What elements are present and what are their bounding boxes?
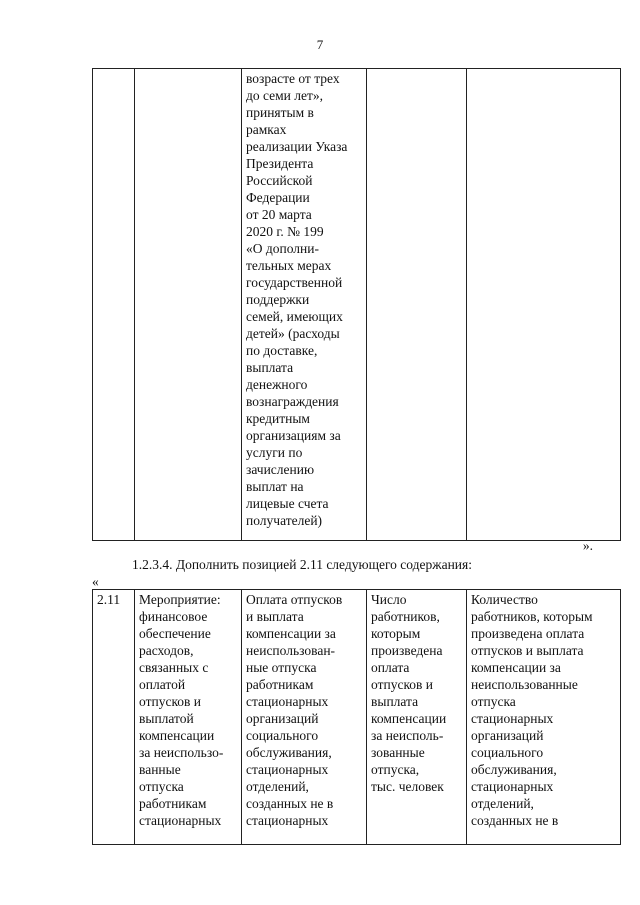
cell-text-line: стационарных bbox=[246, 694, 329, 709]
cell-text-line: 2020 г. № 199 bbox=[246, 224, 324, 239]
cell-text-line: лицевые счета bbox=[246, 496, 329, 511]
cell-text-line: Число bbox=[371, 592, 407, 607]
cell-text-line: зачислению bbox=[246, 462, 315, 477]
cell-text-line: ванные bbox=[139, 762, 181, 777]
cell-text-line: неиспользованные bbox=[471, 677, 578, 692]
cell-text-line: обслуживания, bbox=[471, 762, 557, 777]
bottom-table bbox=[92, 589, 621, 845]
cell-text-line: за неисполь- bbox=[371, 728, 444, 743]
cell-text-line: отпусков и выплата bbox=[471, 643, 584, 658]
cell-text-line: кредитным bbox=[246, 411, 310, 426]
cell-text-line: работников, которым bbox=[471, 609, 593, 624]
cell-text-line: Мероприятие: bbox=[139, 592, 221, 607]
opening-quote: « bbox=[92, 574, 99, 589]
cell-text-line: ные отпуска bbox=[246, 660, 317, 675]
cell-text-line: Федерации bbox=[246, 190, 310, 205]
event-description-cell bbox=[135, 590, 242, 845]
cell-text-line: работникам bbox=[139, 796, 207, 811]
cell-text-line: произведена оплата bbox=[471, 626, 585, 641]
cell-text-line: стационарных bbox=[246, 813, 329, 828]
cell-text-line: Российской bbox=[246, 173, 313, 188]
cell-text-line: отделений, bbox=[471, 796, 534, 811]
cell-text-line: работникам bbox=[246, 677, 314, 692]
page-number: 7 bbox=[316, 37, 324, 52]
cell-text-line: тыс. человек bbox=[371, 779, 444, 794]
cell-text-line: созданных не в bbox=[471, 813, 559, 828]
cell-text-line: получателей) bbox=[246, 513, 323, 528]
cell-text-line: Президента bbox=[246, 156, 314, 171]
closing-quote: ». bbox=[582, 538, 593, 553]
cell-text-line: по доставке, bbox=[246, 343, 318, 358]
top-table-cell-2 bbox=[135, 69, 242, 541]
cell-text-line: возрасте от трех bbox=[246, 71, 340, 86]
indicator-method-cell bbox=[467, 590, 621, 845]
cell-text-line: отпусков и bbox=[371, 677, 434, 692]
top-table-cell-4 bbox=[367, 69, 467, 541]
cell-text-line: государственной bbox=[246, 275, 343, 290]
cell-text-line: Количество bbox=[471, 592, 538, 607]
cell-text-line: стационарных bbox=[246, 762, 329, 777]
cell-text-line: организациям за bbox=[246, 428, 341, 443]
cell-text-line: выплатой bbox=[139, 711, 194, 726]
cell-text-line: организаций bbox=[246, 711, 319, 726]
cell-text-line: связанных с bbox=[139, 660, 209, 675]
cell-text-line: стационарных bbox=[471, 711, 554, 726]
top-table-cell-3 bbox=[242, 69, 367, 541]
cell-text-line: выплат на bbox=[246, 479, 304, 494]
cell-text-line: детей» (расходы bbox=[246, 326, 340, 341]
cell-text-line: расходов, bbox=[139, 643, 194, 658]
cell-text-line: финансовое bbox=[139, 609, 208, 624]
cell-text-line: за неиспользо- bbox=[139, 745, 224, 760]
cell-text-line: тельных мерах bbox=[246, 258, 332, 273]
cell-text-line: «О дополни- bbox=[246, 241, 319, 256]
cell-text-line: организаций bbox=[471, 728, 544, 743]
cell-text-line: стационарных bbox=[471, 779, 554, 794]
cell-text-line: зованные bbox=[371, 745, 425, 760]
cell-text-line: оплатой bbox=[139, 677, 186, 692]
cell-text-line: неиспользован- bbox=[246, 643, 336, 658]
cell-text-line: отделений, bbox=[246, 779, 309, 794]
cell-text-line: отпусков и bbox=[139, 694, 202, 709]
cell-text-line: до семи лет», bbox=[246, 88, 324, 103]
cell-text-line: вознаграждения bbox=[246, 394, 339, 409]
cell-text-line: выплата bbox=[371, 694, 419, 709]
cell-text-line: социального bbox=[471, 745, 544, 760]
cell-text-line: от 20 марта bbox=[246, 207, 312, 222]
cell-text-line: компенсации за bbox=[246, 626, 336, 641]
position-number: 2.11 bbox=[93, 590, 135, 845]
cell-text-line: рамках bbox=[246, 122, 287, 137]
cell-text-line: компенсации bbox=[139, 728, 215, 743]
top-table bbox=[92, 68, 621, 541]
cell-text-line: денежного bbox=[246, 377, 308, 392]
cell-text-line: услуги по bbox=[246, 445, 303, 460]
cell-text-line: стационарных bbox=[139, 813, 222, 828]
cell-text-line: работников, bbox=[371, 609, 440, 624]
cell-text-line: реализации Указа bbox=[246, 139, 348, 154]
cell-text-line: оплата bbox=[371, 660, 410, 675]
cell-text-line: которым bbox=[371, 626, 421, 641]
cell-text-line: отпуска bbox=[139, 779, 184, 794]
cell-text-line: обеспечение bbox=[139, 626, 211, 641]
cell-text-line: произведена bbox=[371, 643, 443, 658]
cell-text-line: семей, имеющих bbox=[246, 309, 343, 324]
cell-text-line: отпуска bbox=[471, 694, 516, 709]
instruction-text: 1.2.3.4. Дополнить позицией 2.11 следующего содержания: bbox=[132, 557, 472, 572]
top-table-cell-1 bbox=[93, 69, 135, 541]
cell-text-line: отпуска, bbox=[371, 762, 420, 777]
cell-text-line: компенсации bbox=[371, 711, 447, 726]
cell-text-line: и выплата bbox=[246, 609, 304, 624]
cell-text-line: принятым в bbox=[246, 105, 314, 120]
result-description-cell bbox=[242, 590, 367, 845]
table-row bbox=[93, 69, 621, 541]
indicator-name-cell bbox=[367, 590, 467, 845]
cell-text-line: Оплата отпусков bbox=[246, 592, 343, 607]
cell-text-line: компенсации за bbox=[471, 660, 561, 675]
top-table-cell-5 bbox=[467, 69, 621, 541]
cell-text-line: социального bbox=[246, 728, 319, 743]
cell-text-line: выплата bbox=[246, 360, 294, 375]
cell-text-line: поддержки bbox=[246, 292, 310, 307]
table-row bbox=[93, 590, 621, 845]
cell-text-line: созданных не в bbox=[246, 796, 334, 811]
cell-text-line: обслуживания, bbox=[246, 745, 332, 760]
